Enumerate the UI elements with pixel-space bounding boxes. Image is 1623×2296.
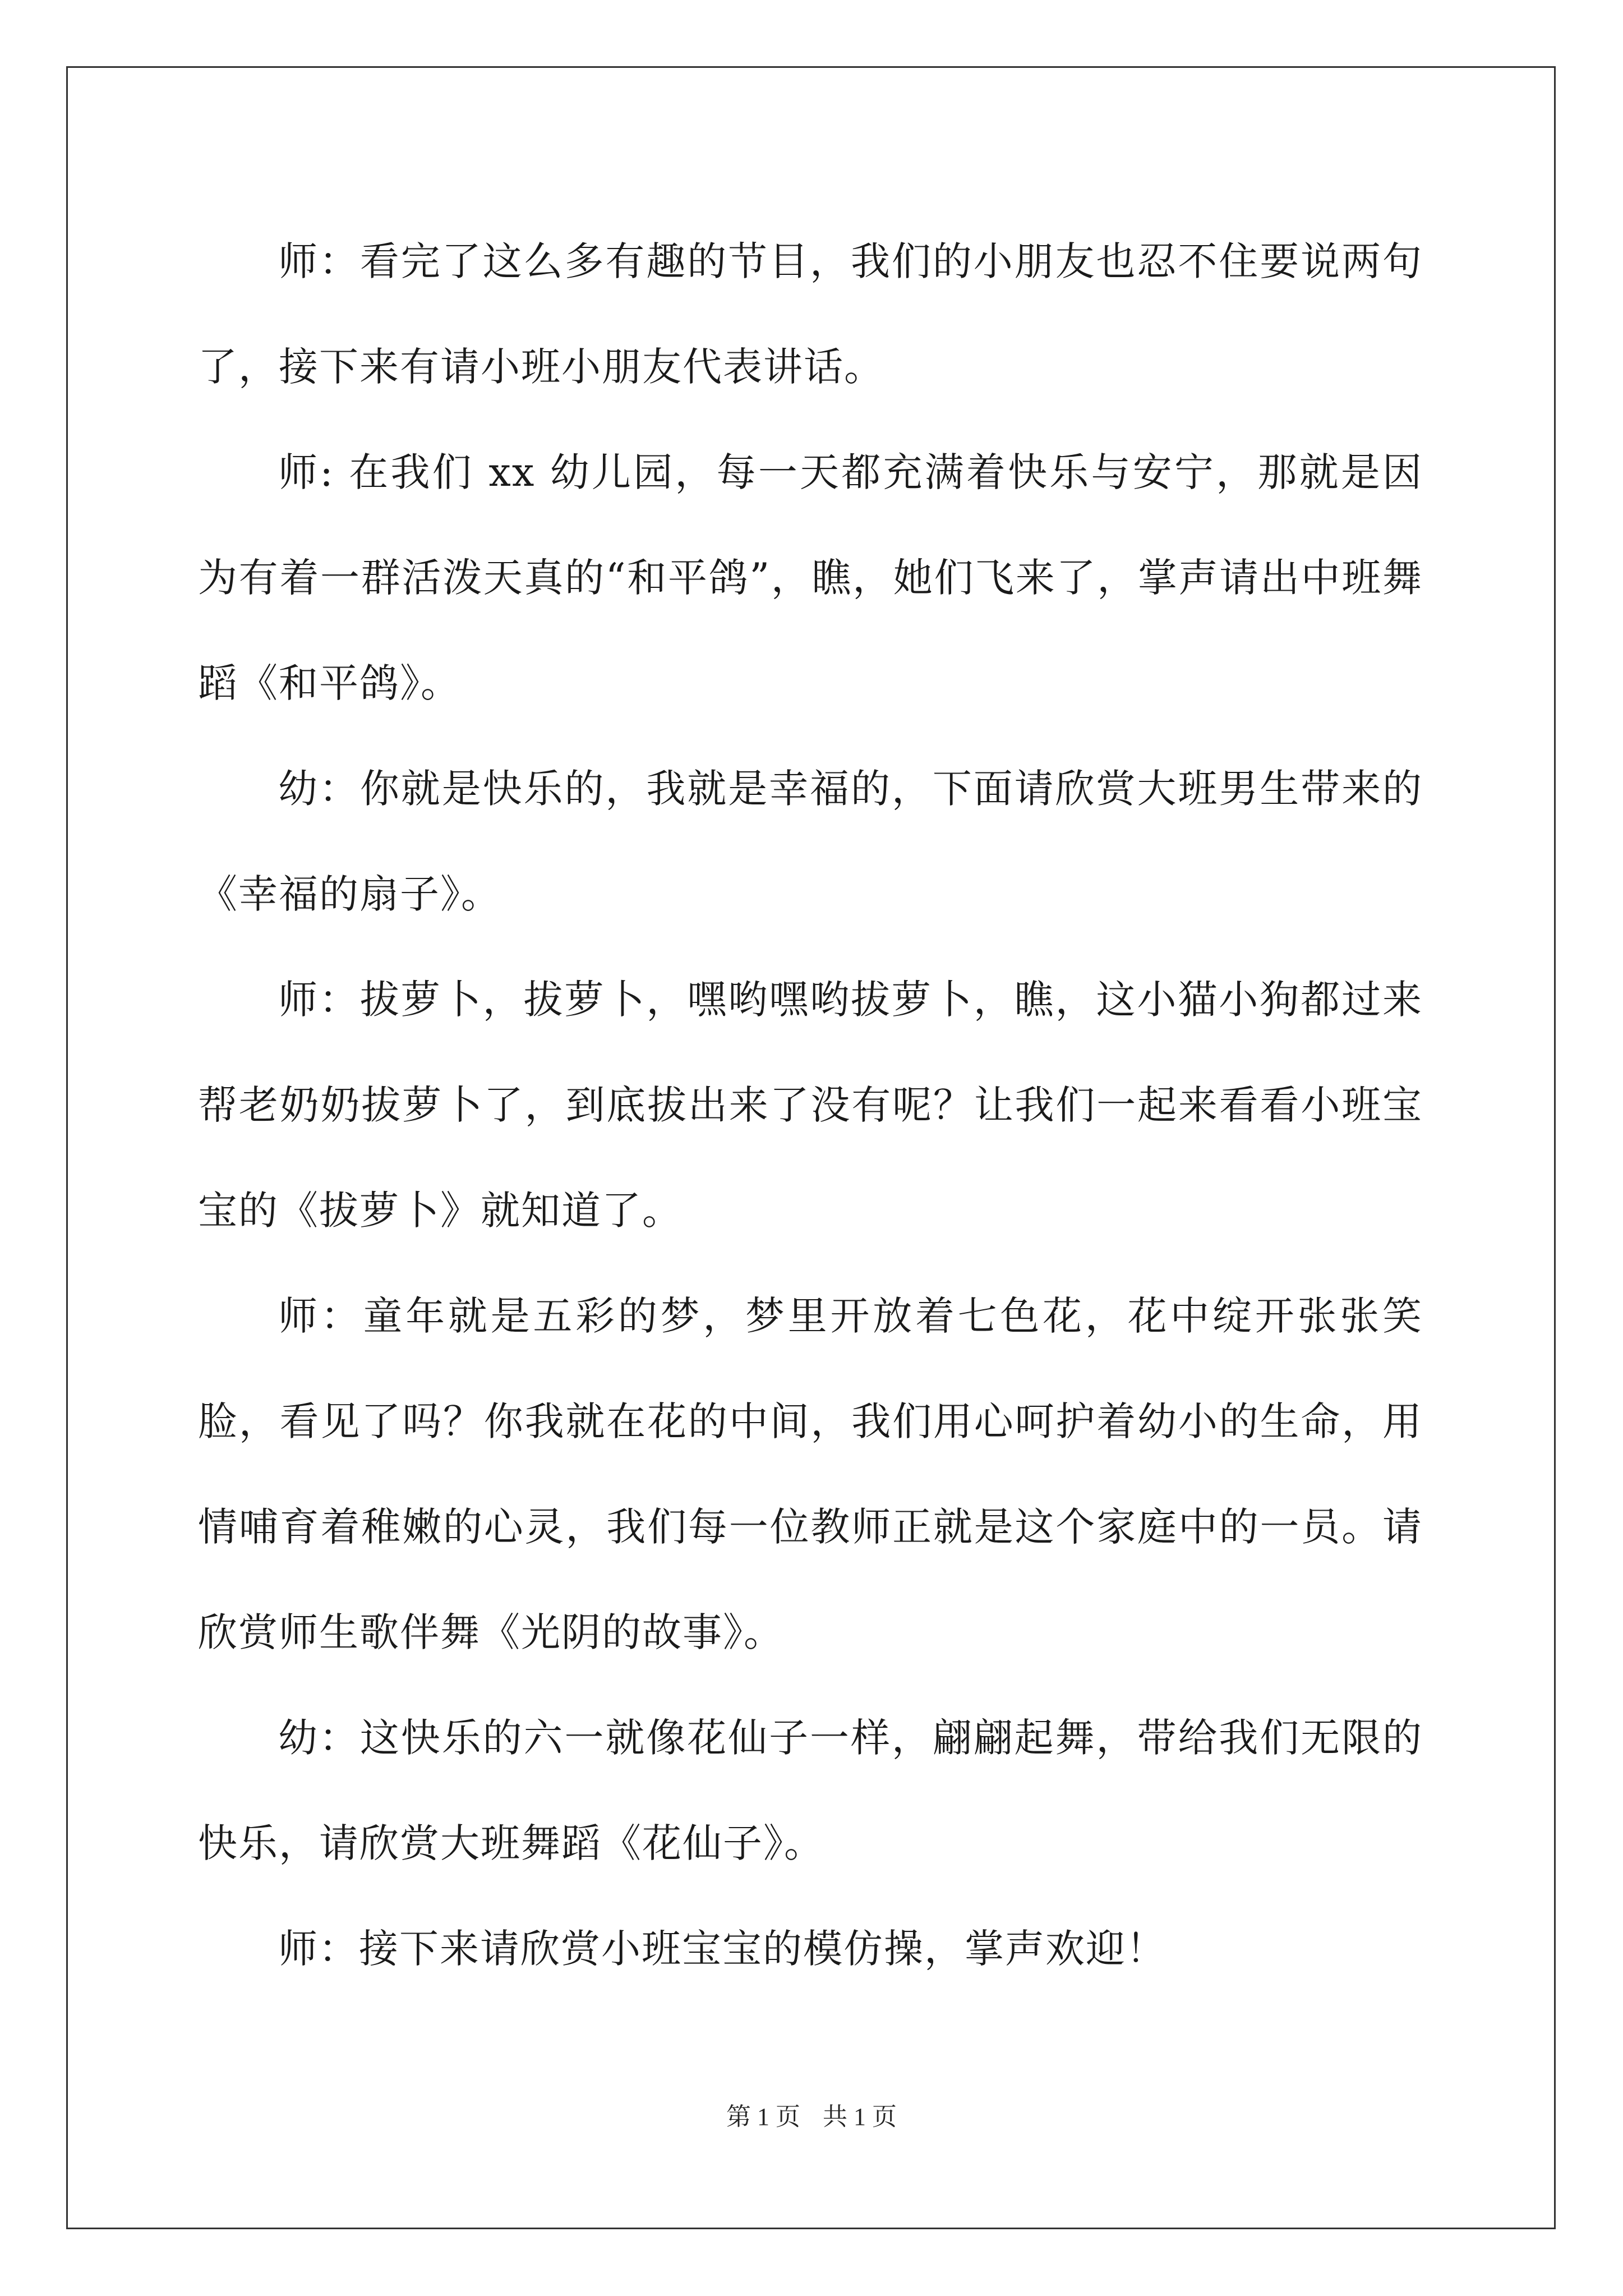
page-number: 第 1 页 <box>726 2103 800 2131</box>
paragraph-3: 幼：你就是快乐的，我就是幸福的，下面请欣赏大班男生带来的《幸福的扇子》。 <box>198 766 1423 917</box>
page-footer <box>0 2101 1623 2133</box>
paragraph-4: 师：拔萝卜，拔萝卜，嘿哟嘿哟拔萝卜，瞧，这小猫小狗都过来帮老奶奶拔萝卜了，到底拔出来了没有呢？让我们一起来看看小班宝宝的《拔萝卜》就知道了。 <box>198 977 1423 1234</box>
page-total: 共 1 页 <box>823 2103 897 2131</box>
paragraph-7: 师：接下来请欣赏小班宝宝的模仿操，掌声欢迎！ <box>278 1926 1166 1972</box>
paragraph-5: 师：童年就是五彩的梦，梦里开放着七色花，花中绽开张张笑脸，看见了吗？你我就在花的中间，我们用心呵护着幼小的生命，用情哺育着稚嫩的心灵，我们每一位教师正就是这个家庭中的一员。请欣赏师生歌伴舞《光阴的故事》。 <box>198 1293 1423 1655</box>
paragraph-1: 师：看完了这么多有趣的节目，我们的小朋友也忍不住要说两句了，接下来有请小班小朋友代表讲话。 <box>198 238 1423 390</box>
paragraph-6: 幼：这快乐的六一就像花仙子一样，翩翩起舞，带给我们无限的快乐，请欣赏大班舞蹈《花仙子》。 <box>198 1715 1423 1866</box>
paragraph-2: 师: 在我们 xx 幼儿园，每一天都充满着快乐与安宁，那就是因为有着一群活泼天真的“和平鸽”，瞧，她们飞来了，掌声请出中班舞蹈《和平鸽》。 <box>198 449 1423 706</box>
document-body <box>198 209 1423 2001</box>
